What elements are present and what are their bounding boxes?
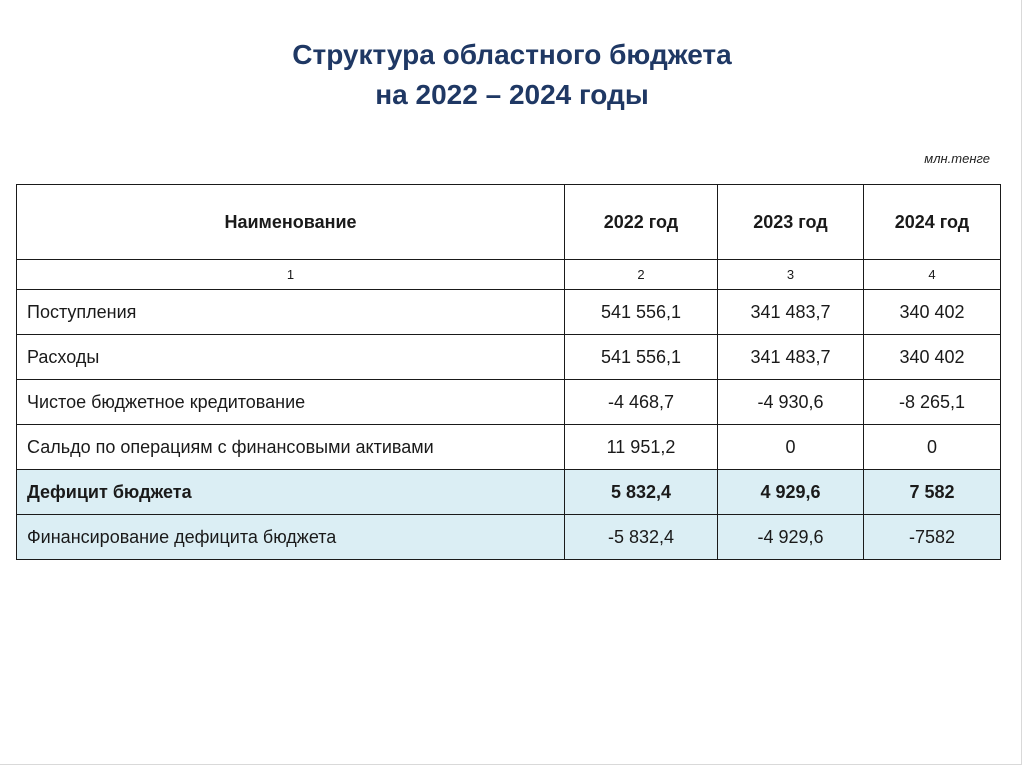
- cell-2022: 541 556,1: [565, 335, 718, 380]
- table-row-revenue: [17, 290, 1001, 335]
- column-number: 4: [864, 260, 1001, 290]
- cell-2024: 7 582: [864, 470, 1001, 515]
- table-row-financial-assets: [17, 425, 1001, 470]
- unit-label: млн.тенге: [924, 151, 990, 166]
- page-title-line2: на 2022 – 2024 годы: [375, 79, 649, 110]
- header-2023: 2023 год: [718, 185, 864, 260]
- cell-2023: 341 483,7: [718, 290, 864, 335]
- row-label: Сальдо по операциям с финансовыми активами: [17, 425, 565, 470]
- table-row-deficit-financing: [17, 515, 1001, 560]
- table-row-net-lending: [17, 380, 1001, 425]
- column-number: 2: [565, 260, 718, 290]
- cell-2022: 541 556,1: [565, 290, 718, 335]
- row-label: Дефицит бюджета: [17, 470, 565, 515]
- cell-2024: -8 265,1: [864, 380, 1001, 425]
- cell-2024: -7582: [864, 515, 1001, 560]
- cell-2023: 341 483,7: [718, 335, 864, 380]
- cell-2022: -4 468,7: [565, 380, 718, 425]
- column-number: 3: [718, 260, 864, 290]
- column-number-row: [17, 260, 1001, 290]
- header-name: Наименование: [17, 185, 565, 260]
- table-row-expenses: [17, 335, 1001, 380]
- cell-2023: -4 929,6: [718, 515, 864, 560]
- table-row-deficit: [17, 470, 1001, 515]
- cell-2023: 0: [718, 425, 864, 470]
- page-title-line1: Структура областного бюджета: [292, 39, 732, 70]
- cell-2023: -4 930,6: [718, 380, 864, 425]
- row-label: Расходы: [17, 335, 565, 380]
- cell-2022: -5 832,4: [565, 515, 718, 560]
- table-header-row: [17, 185, 1001, 260]
- column-number: 1: [17, 260, 565, 290]
- cell-2022: 5 832,4: [565, 470, 718, 515]
- row-label: Поступления: [17, 290, 565, 335]
- cell-2023: 4 929,6: [718, 470, 864, 515]
- row-label: Финансирование дефицита бюджета: [17, 515, 565, 560]
- cell-2024: 340 402: [864, 335, 1001, 380]
- header-2022: 2022 год: [565, 185, 718, 260]
- cell-2024: 0: [864, 425, 1001, 470]
- budget-table: [16, 184, 1001, 560]
- row-label: Чистое бюджетное кредитование: [17, 380, 565, 425]
- cell-2022: 11 951,2: [565, 425, 718, 470]
- header-2024: 2024 год: [864, 185, 1001, 260]
- cell-2024: 340 402: [864, 290, 1001, 335]
